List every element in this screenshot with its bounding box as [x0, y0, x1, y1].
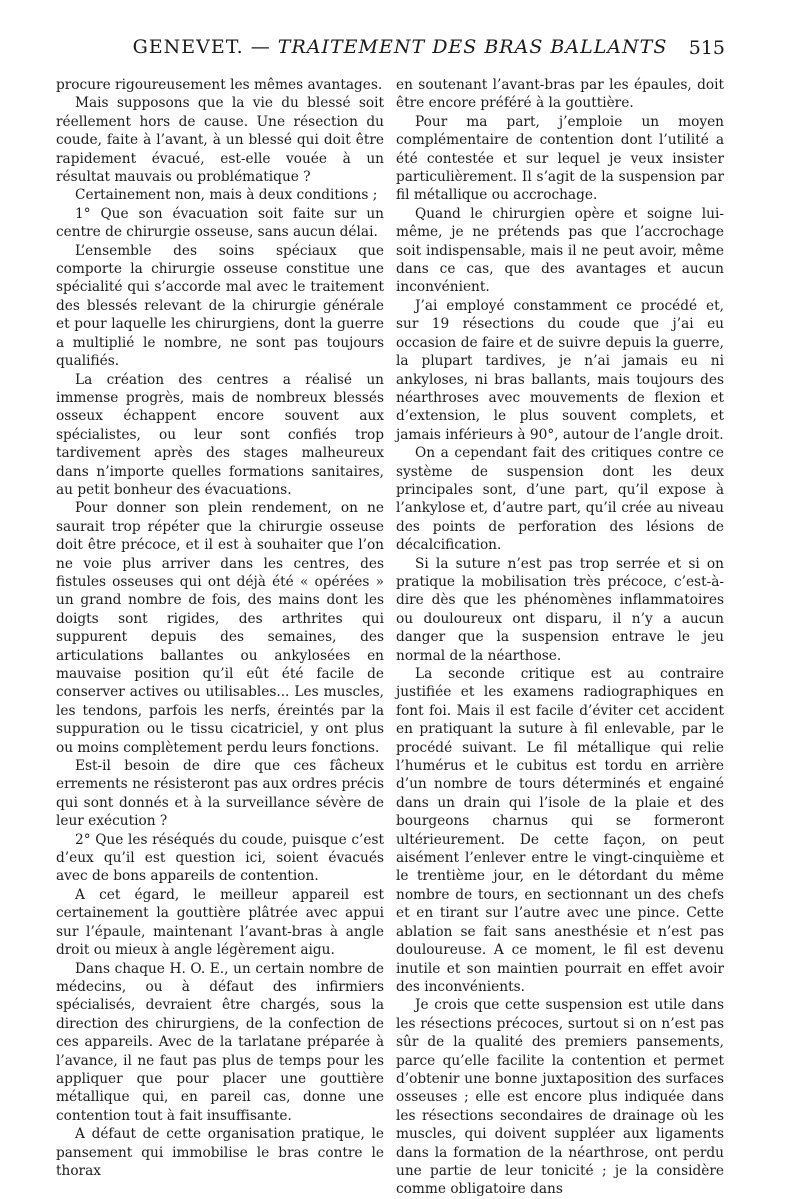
paragraph: en soutenant l’avant-bras par les épaules, doit être encore préféré à la gouttière.: [396, 77, 724, 112]
article-title: TRAITEMENT DES BRAS BALLANTS: [277, 36, 668, 58]
page-number: 515: [688, 37, 725, 59]
author-name: GENEVET.: [132, 36, 244, 58]
paragraph: J’ai employé constamment ce procédé et, sur 19 résections du coude que j’ai eu occasion de faire et de suivre depuis la guerre, la plupart tardives, je n’ai jamais eu ni ankyloses, ni bras ballants, mais toujours des néarthroses avec mouvements de flexion et d’extension, le plus souvent complets, et jamais inférieurs à 90°, autour de l’angle droit.: [396, 297, 724, 443]
paragraph: 1° Que son évacuation soit faite sur un centre de chirurgie osseuse, sans aucun délai.: [56, 205, 384, 241]
paragraph: 2° Que les réséqués du coude, puisque c’est d’eux qu’il est question ici, soient évacués avec de bons appareils de contention.: [56, 831, 384, 885]
paragraph: La création des centres a réalisé un immense progrès, mais de nombreux blessés osseux échappent encore souvent aux spécialistes, ou leur sont confiés trop tardivement après des stages malheureux dans n’importe quelles formations sanitaires, au petit bonheur des évacuations.: [56, 371, 384, 498]
paragraph: On a cependant fait des critiques contre ce système de suspension dont les deux principales sont, d’une part, qu’il expose à l’ankylose et, d’autre part, qu’il crée au niveau des points de perforation des lésions de décalcification.: [396, 445, 724, 554]
running-header: [0, 36, 800, 66]
paragraph: L’ensemble des soins spéciaux que comporte la chirurgie osseuse constitue une spécialité qui s’accorde mal avec le traitement des blessés relevant de la chirurgie générale et pour laquelle les chirurgiens, dont la guerre a multiplié le nombre, ne sont pas toujours qualifiés.: [56, 242, 384, 370]
right-column: [396, 76, 724, 1199]
paragraph: Mais supposons que la vie du blessé soit réellement hors de cause. Une résection du coude, faite à l’avant, à un blessé qui doit être rapidement évacué, est-elle vouée à un résultat mauvais ou problématique ?: [56, 95, 384, 186]
left-column: [56, 76, 384, 1180]
paragraph: Dans chaque H. O. E., un certain nombre de médecins, ou à défaut des infirmiers spécialisés, devraient être chargés, sous la direction des chirurgiens, de la confection de ces appareils. Avec de la tarlatane préparée à l’avance, il ne faut pas plus de temps pour les appliquer que pour placer une gouttière métallique qui, en pareil cas, donne une contention tout à fait insuffisante.: [56, 960, 384, 1124]
paragraph: La seconde critique est au contraire justifiée et les examens radiographiques en font foi. Mais il est facile d’éviter cet accident en pratiquant la suture à fil enlevable, par le procédé suivant. Le fil métallique qui relie l’humérus et le cubitus est tordu en arrière d’un nombre de tours déterminés et engainé dans un drain qui l’isole de la plaie et des bourgeons charnus qui se formeront ultérieurement. De cette façon, on peut aisément l’enlever entre le vingt-cinquième et le trentième jour, en le détordant du même nombre de tours, en sectionnant un des chefs et en tirant sur l’autre avec une pince. Cette ablation se fait sans anesthésie et n’est pas douloureuse. A ce moment, le fil est devenu inutile et son maintien pourrait en effet avoir des inconvénients.: [396, 666, 724, 995]
paragraph: Pour ma part, j’emploie un moyen complémentaire de contention dont l’utilité a été contestée et sur lequel je veux insister particulièrement. Il s’agit de la suspension par fil métallique ou accrochage.: [396, 113, 724, 204]
title-separator: —: [243, 36, 278, 58]
paragraph: Pour donner son plein rendement, on ne saurait trop répéter que la chirurgie osseuse doit être précoce, et il est à souhaiter que l’on ne voie plus arriver dans les centres, des fistules osseuses qui ont déjà été « opérées » un grand nombre de fois, des mains dont les doigts sont rigides, des arthrites qui suppurent depuis des semaines, des articulations ballantes ou ankylosées en mauvaise position qu’il eût été facile de conserver actives ou utilisables... Les muscles, les tendons, parfois les nerfs, éreintés par la suppuration ou le tissu cicatriciel, y ont plus ou moins complètement perdu leurs fonctions.: [56, 500, 384, 756]
paragraph: Certainement non, mais à deux conditions ;: [75, 187, 378, 204]
running-title: [0, 36, 800, 58]
paragraph: Est-il besoin de dire que ces fâcheux errements ne résisteront pas aux ordres précis qui sont donnés et à la surveillance sévère de leur exécution ?: [56, 758, 384, 830]
paragraph: Quand le chirurgien opère et soigne lui-même, je ne prétends pas que l’accrochage soit indispensable, mais il ne peut avoir, même dans ce cas, que des avantages et aucun inconvénient.: [396, 205, 724, 296]
paragraph: Je crois que cette suspension est utile dans les résections précoces, surtout si on n’est pas sûr de la qualité des premiers pansements, parce qu’elle facilite la contention et permet d’obtenir une bonne juxtaposition des surfaces osseuses ; elle est encore plus indiquée dans les résections secondaires de drainage où les muscles, qui doivent suppléer aux ligaments dans la formation de la néarthrose, ont perdu une partie de leur tonicité ; je la considère comme obligatoire dans: [396, 997, 724, 1198]
paragraph: procure rigoureusement les mêmes avantages.: [56, 77, 383, 93]
paragraph: Si la suture n’est pas trop serrée et si on pratique la mobilisation très précoce, c’est-à-dire dès que les phénomènes inflammatoires ou douloureux ont disparu, il n’y a aucun danger que la suspension entrave le jeu normal de la néarthose.: [396, 555, 724, 664]
paragraph: A défaut de cette organisation pratique, le pansement qui immobilise le bras contre le thorax: [56, 1126, 384, 1179]
paragraph: A cet égard, le meilleur appareil est certainement la gouttière plâtrée avec appui sur l’épaule, maintenant l’avant-bras à angle droit ou mieux à angle légèrement aigu.: [56, 886, 384, 959]
